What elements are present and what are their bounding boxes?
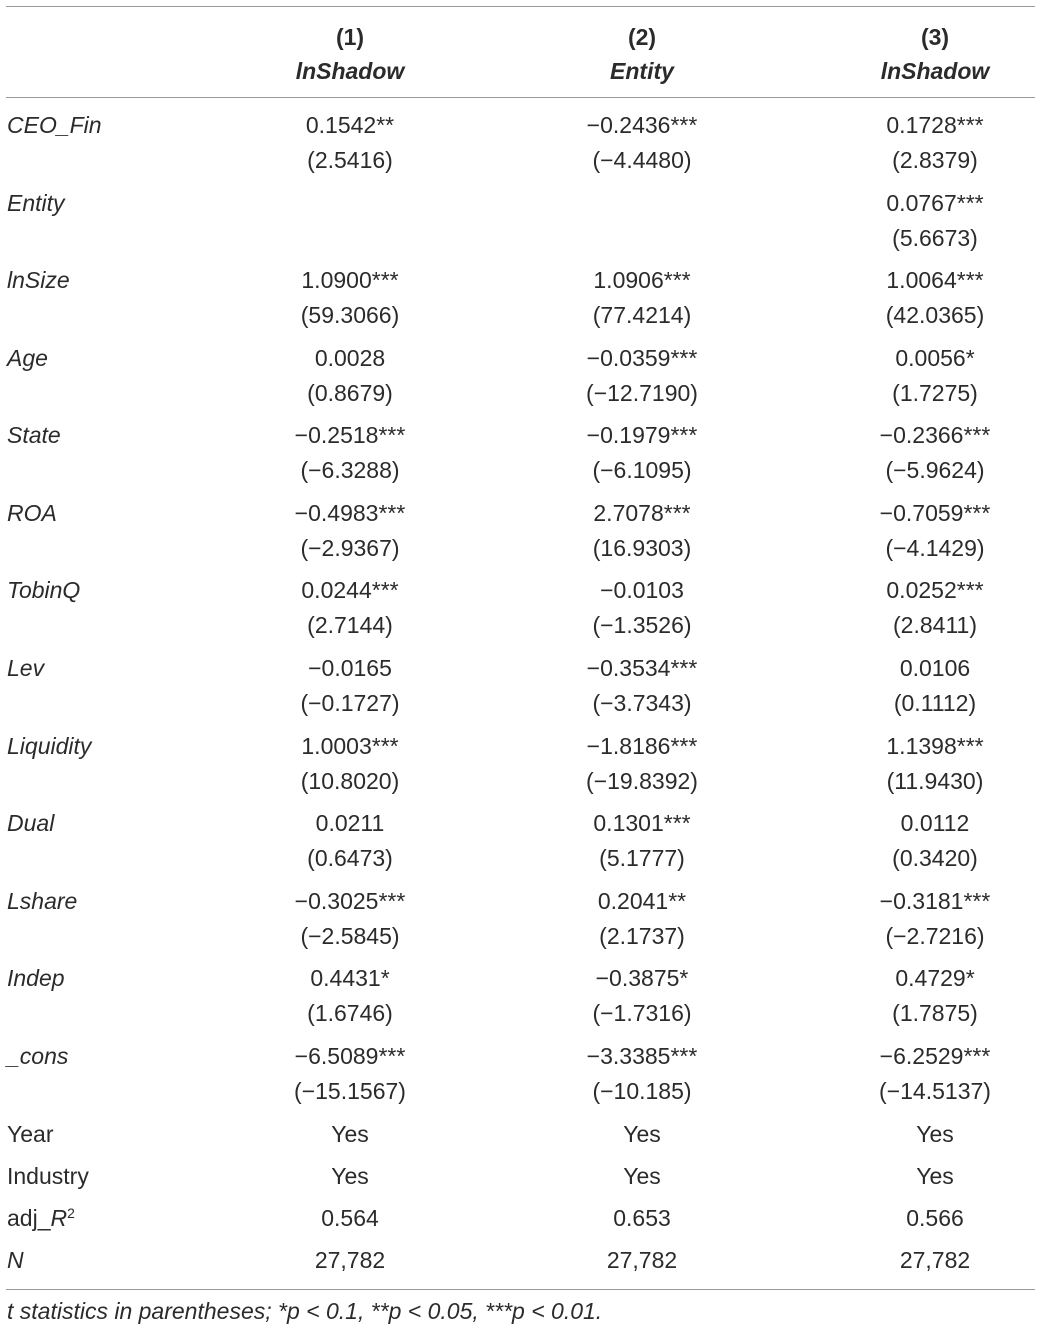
coefficient-cell: −0.0359*** [586, 345, 698, 371]
coefficient-cell: −0.3534*** [586, 655, 698, 681]
label-text: adj_R [7, 1205, 68, 1231]
footer-value-cell: 27,782 [899, 1247, 971, 1273]
coefficient-cell: −0.3875* [595, 965, 689, 991]
tstat-cell: (5.6673) [892, 225, 978, 251]
tstat-cell: (0.8679) [307, 380, 393, 406]
row-label: Dual [7, 810, 55, 836]
column-header-3 [785, 20, 1041, 88]
column-dependent: lnShadow [880, 58, 990, 84]
row-label: Age [7, 345, 48, 371]
coefficient-cell: −3.3385*** [586, 1043, 698, 1069]
tstat-cell: (2.8379) [892, 147, 978, 173]
coefficient-cell: 0.1728*** [886, 112, 984, 138]
tstat-cell: (77.4214) [592, 302, 692, 328]
tstat-cell: (−2.5845) [300, 923, 400, 949]
column-dependent: Entity [610, 58, 674, 84]
tstat-cell: (0.6473) [307, 845, 393, 871]
column-number: (3) [920, 24, 950, 50]
tstat-cell: (−12.7190) [586, 380, 698, 406]
tstat-cell: (59.3066) [300, 302, 400, 328]
row-label: ROA [7, 500, 57, 526]
row-label: Indep [7, 965, 65, 991]
coefficient-cell: 0.0211 [315, 810, 385, 836]
tstat-cell: (11.9430) [886, 768, 984, 794]
footer-value-cell: Yes [331, 1121, 369, 1147]
tstat-cell: (1.7275) [892, 380, 978, 406]
tstat-cell: (−4.4480) [592, 147, 692, 173]
coefficient-cell: 0.0106 [899, 655, 971, 681]
coefficient-cell: −0.3025*** [294, 888, 406, 914]
tstat-cell: (−1.7316) [592, 1000, 692, 1026]
footer-row-label: Year [7, 1121, 54, 1147]
coefficient-cell: −0.2436*** [586, 112, 698, 138]
column-number: (2) [627, 24, 657, 50]
tstat-cell: (0.1112) [893, 690, 977, 716]
tstat-cell: (−5.9624) [885, 457, 985, 483]
column-number: (1) [335, 24, 365, 50]
tstat-cell: (−0.1727) [300, 690, 400, 716]
tstat-cell: (−10.185) [592, 1078, 692, 1104]
bottom-rule [6, 1289, 1035, 1290]
coefficient-cell: 0.0056* [895, 345, 975, 371]
row-label: CEO_Fin [7, 112, 102, 138]
coefficient-cell: −0.0165 [308, 655, 392, 681]
tstat-cell: (−2.7216) [885, 923, 985, 949]
row-label: _cons [7, 1043, 69, 1069]
tstat-cell: (1.6746) [307, 1000, 393, 1026]
coefficient-cell: 0.0252*** [886, 577, 984, 603]
footer-row-label: Industry [7, 1163, 89, 1189]
coefficient-cell: 1.0064*** [886, 267, 984, 293]
tstat-cell: (−6.3288) [300, 457, 400, 483]
row-label: lnSize [7, 267, 70, 293]
tstat-cell: (−3.7343) [592, 690, 692, 716]
coefficient-cell: 0.0112 [900, 810, 970, 836]
tstat-cell: (2.5416) [307, 147, 393, 173]
row-label: Liquidity [7, 733, 92, 759]
coefficient-cell: −0.0103 [600, 577, 684, 603]
coefficient-cell: −1.8186*** [586, 733, 698, 759]
coefficient-cell: 1.0906*** [593, 267, 691, 293]
tstat-cell: (−19.8392) [586, 768, 698, 794]
footer-value-cell: Yes [623, 1163, 661, 1189]
coefficient-cell: 0.1301*** [593, 810, 691, 836]
footer-value-cell: Yes [623, 1121, 661, 1147]
header-rule [6, 97, 1035, 98]
tstat-cell: (2.1737) [599, 923, 685, 949]
tstat-cell: (42.0365) [885, 302, 985, 328]
coefficient-cell: 0.0767*** [886, 190, 984, 216]
tstat-cell: (1.7875) [892, 1000, 978, 1026]
coefficient-cell: −0.4983*** [294, 500, 406, 526]
tstat-cell: (2.7144) [307, 612, 393, 638]
coefficient-cell: −0.3181*** [879, 888, 991, 914]
tstat-cell: (−15.1567) [294, 1078, 406, 1104]
coefficient-cell: −0.1979*** [586, 422, 698, 448]
tstat-cell: (−2.9367) [300, 535, 400, 561]
coefficient-cell: 1.0900*** [301, 267, 399, 293]
footer-value-cell: 27,782 [606, 1247, 678, 1273]
coefficient-cell: −6.5089*** [294, 1043, 406, 1069]
coefficient-cell: 2.7078*** [593, 500, 691, 526]
coefficient-cell: 1.1398*** [886, 733, 984, 759]
footer-value-cell: Yes [916, 1163, 954, 1189]
label-superscript: 2 [67, 1205, 75, 1221]
coefficient-cell: 0.1542** [305, 112, 395, 138]
tstat-cell: (2.8411) [893, 612, 977, 638]
coefficient-cell: −0.7059*** [879, 500, 991, 526]
coefficient-cell: 1.0003*** [301, 733, 399, 759]
column-header-2 [492, 20, 792, 88]
tstat-cell: (−14.5137) [879, 1078, 991, 1104]
tstat-cell: (−6.1095) [592, 457, 692, 483]
footer-value-cell: 0.566 [906, 1205, 964, 1231]
tstat-cell: (−4.1429) [885, 535, 985, 561]
coefficient-cell: −6.2529*** [879, 1043, 991, 1069]
footer-value-cell: 0.564 [321, 1205, 379, 1231]
row-label: Lshare [7, 888, 78, 914]
coefficient-cell: 0.0244*** [301, 577, 399, 603]
tstat-cell: (10.8020) [300, 768, 400, 794]
column-header-1 [200, 20, 500, 88]
tstat-cell: (−1.3526) [592, 612, 692, 638]
coefficient-cell: −0.2366*** [879, 422, 991, 448]
coefficient-cell: −0.2518*** [294, 422, 406, 448]
coefficient-cell: 0.2041** [597, 888, 687, 914]
tstat-cell: (16.9303) [592, 535, 692, 561]
row-label: Entity [7, 190, 65, 216]
footer-row-label [7, 1201, 75, 1236]
footer-value-cell: Yes [916, 1121, 954, 1147]
row-label: Lev [7, 655, 45, 681]
table-note: t statistics in parentheses; *p < 0.1, **p < 0.05, ***p < 0.01. [7, 1298, 603, 1324]
footer-row-label: N [7, 1247, 24, 1273]
tstat-cell: (0.3420) [892, 845, 978, 871]
footer-value-cell: 27,782 [314, 1247, 386, 1273]
top-rule [6, 6, 1035, 7]
row-label: State [7, 422, 61, 448]
coefficient-cell: 0.4729* [895, 965, 975, 991]
tstat-cell: (5.1777) [599, 845, 685, 871]
coefficient-cell: 0.4431* [310, 965, 390, 991]
coefficient-cell: 0.0028 [314, 345, 386, 371]
footer-value-cell: Yes [331, 1163, 369, 1189]
row-label: TobinQ [7, 577, 81, 603]
column-dependent: lnShadow [295, 58, 405, 84]
footer-value-cell: 0.653 [613, 1205, 671, 1231]
